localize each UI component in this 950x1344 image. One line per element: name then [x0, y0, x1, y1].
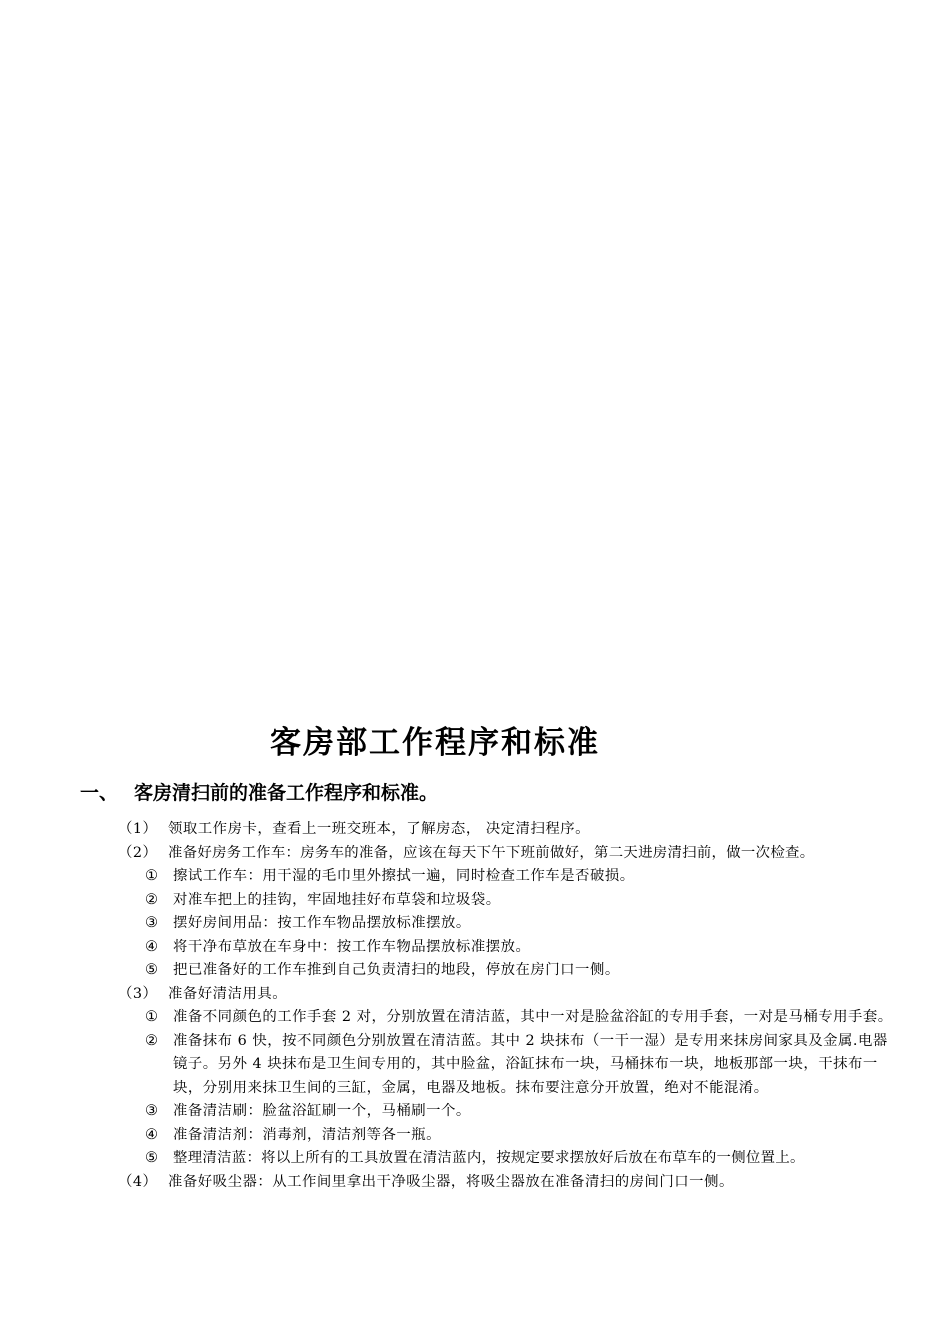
item-number: （3） — [118, 985, 158, 1002]
item-number: ③ — [145, 915, 159, 931]
list-item — [0, 983, 950, 1007]
item-text: 擦试工作车：用干湿的毛巾里外擦拭一遍，同时检查工作车是否破损。 — [173, 868, 635, 884]
item-text: 整理清洁蓝：将以上所有的工具放置在清洁蓝内，按规定要求摆放好后放在布草车的一侧位置上。 — [173, 1150, 805, 1166]
item-text: 准备不同颜色的工作手套 2 对，分别放置在清洁蓝，其中一对是脸盆浴缸的专用手套，一对是马桶专用手套。 — [173, 1009, 893, 1025]
section-heading — [80, 780, 438, 806]
item-number: （1） — [118, 821, 158, 837]
list-item — [0, 1006, 950, 1030]
list-item — [0, 959, 950, 983]
item-text: 摆好房间用品：按工作车物品摆放标准摆放。 — [173, 915, 471, 931]
item-text: 准备清洁剂：消毒剂，清洁剂等各一瓶。 — [173, 1126, 442, 1143]
list-item — [0, 865, 950, 889]
item-number: ③ — [145, 1103, 159, 1119]
item-number: ② — [145, 891, 159, 908]
list-item — [0, 1030, 950, 1101]
document-title: 客房部工作程序和标准 — [270, 725, 600, 761]
list-item — [0, 1147, 950, 1171]
list-item — [0, 1100, 950, 1124]
item-text: 把已准备好的工作车推到自己负责清扫的地段，停放在房门口一侧。 — [173, 962, 620, 978]
list-item — [0, 842, 950, 866]
item-text: 准备抹布 6 快，按不同颜色分别放置在清洁蓝。其中 2 块抹布（一干一湿）是专用来抹房间家具及金属.电器镜子。另外 4 块抹布是卫生间专用的，其中脸盆，浴缸抹布一块，马桶抹布一块，地板那部一块，干抹布一块，分别用来抹卫生间的三缸，金属，电器及地板。抹布要注意分开放置，绝对不能混淆。 — [173, 1032, 888, 1096]
item-number: （2） — [118, 844, 158, 861]
item-number: ⑤ — [145, 962, 159, 978]
section-number: 一、 — [80, 782, 119, 804]
list-item — [0, 912, 950, 936]
item-text: 领取工作房卡，查看上一班交班本，了解房态， 决定清扫程序。 — [168, 821, 591, 837]
list-item — [0, 1124, 950, 1148]
item-number: ④ — [145, 938, 159, 955]
item-number: ⑤ — [145, 1150, 159, 1166]
item-text: 准备好清洁用具。 — [168, 985, 288, 1002]
section-heading-text: 客房清扫前的准备工作程序和标准。 — [134, 782, 439, 804]
item-text: 对准车把上的挂钩，牢固地挂好布草袋和垃圾袋。 — [173, 891, 501, 908]
list-item — [0, 936, 950, 960]
procedure-list — [0, 818, 950, 1194]
item-number: （4） — [118, 1173, 158, 1190]
item-text: 准备好吸尘器：从工作间里拿出干净吸尘器，将吸尘器放在准备清扫的房间门口一侧。 — [168, 1173, 734, 1190]
list-item — [0, 889, 950, 913]
item-number: ④ — [145, 1126, 159, 1143]
list-item — [0, 818, 950, 842]
list-item — [0, 1171, 950, 1195]
item-number: ② — [145, 1032, 159, 1049]
item-text: 准备好房务工作车：房务车的准备，应该在每天下午下班前做好，第二天进房清扫前，做一次检查。 — [168, 844, 815, 861]
item-text: 准备清洁刷：脸盆浴缸刷一个，马桶刷一个。 — [173, 1103, 471, 1119]
item-text: 将干净布草放在车身中：按工作车物品摆放标准摆放。 — [173, 938, 531, 955]
item-number: ① — [145, 1009, 159, 1025]
item-number: ① — [145, 868, 159, 884]
